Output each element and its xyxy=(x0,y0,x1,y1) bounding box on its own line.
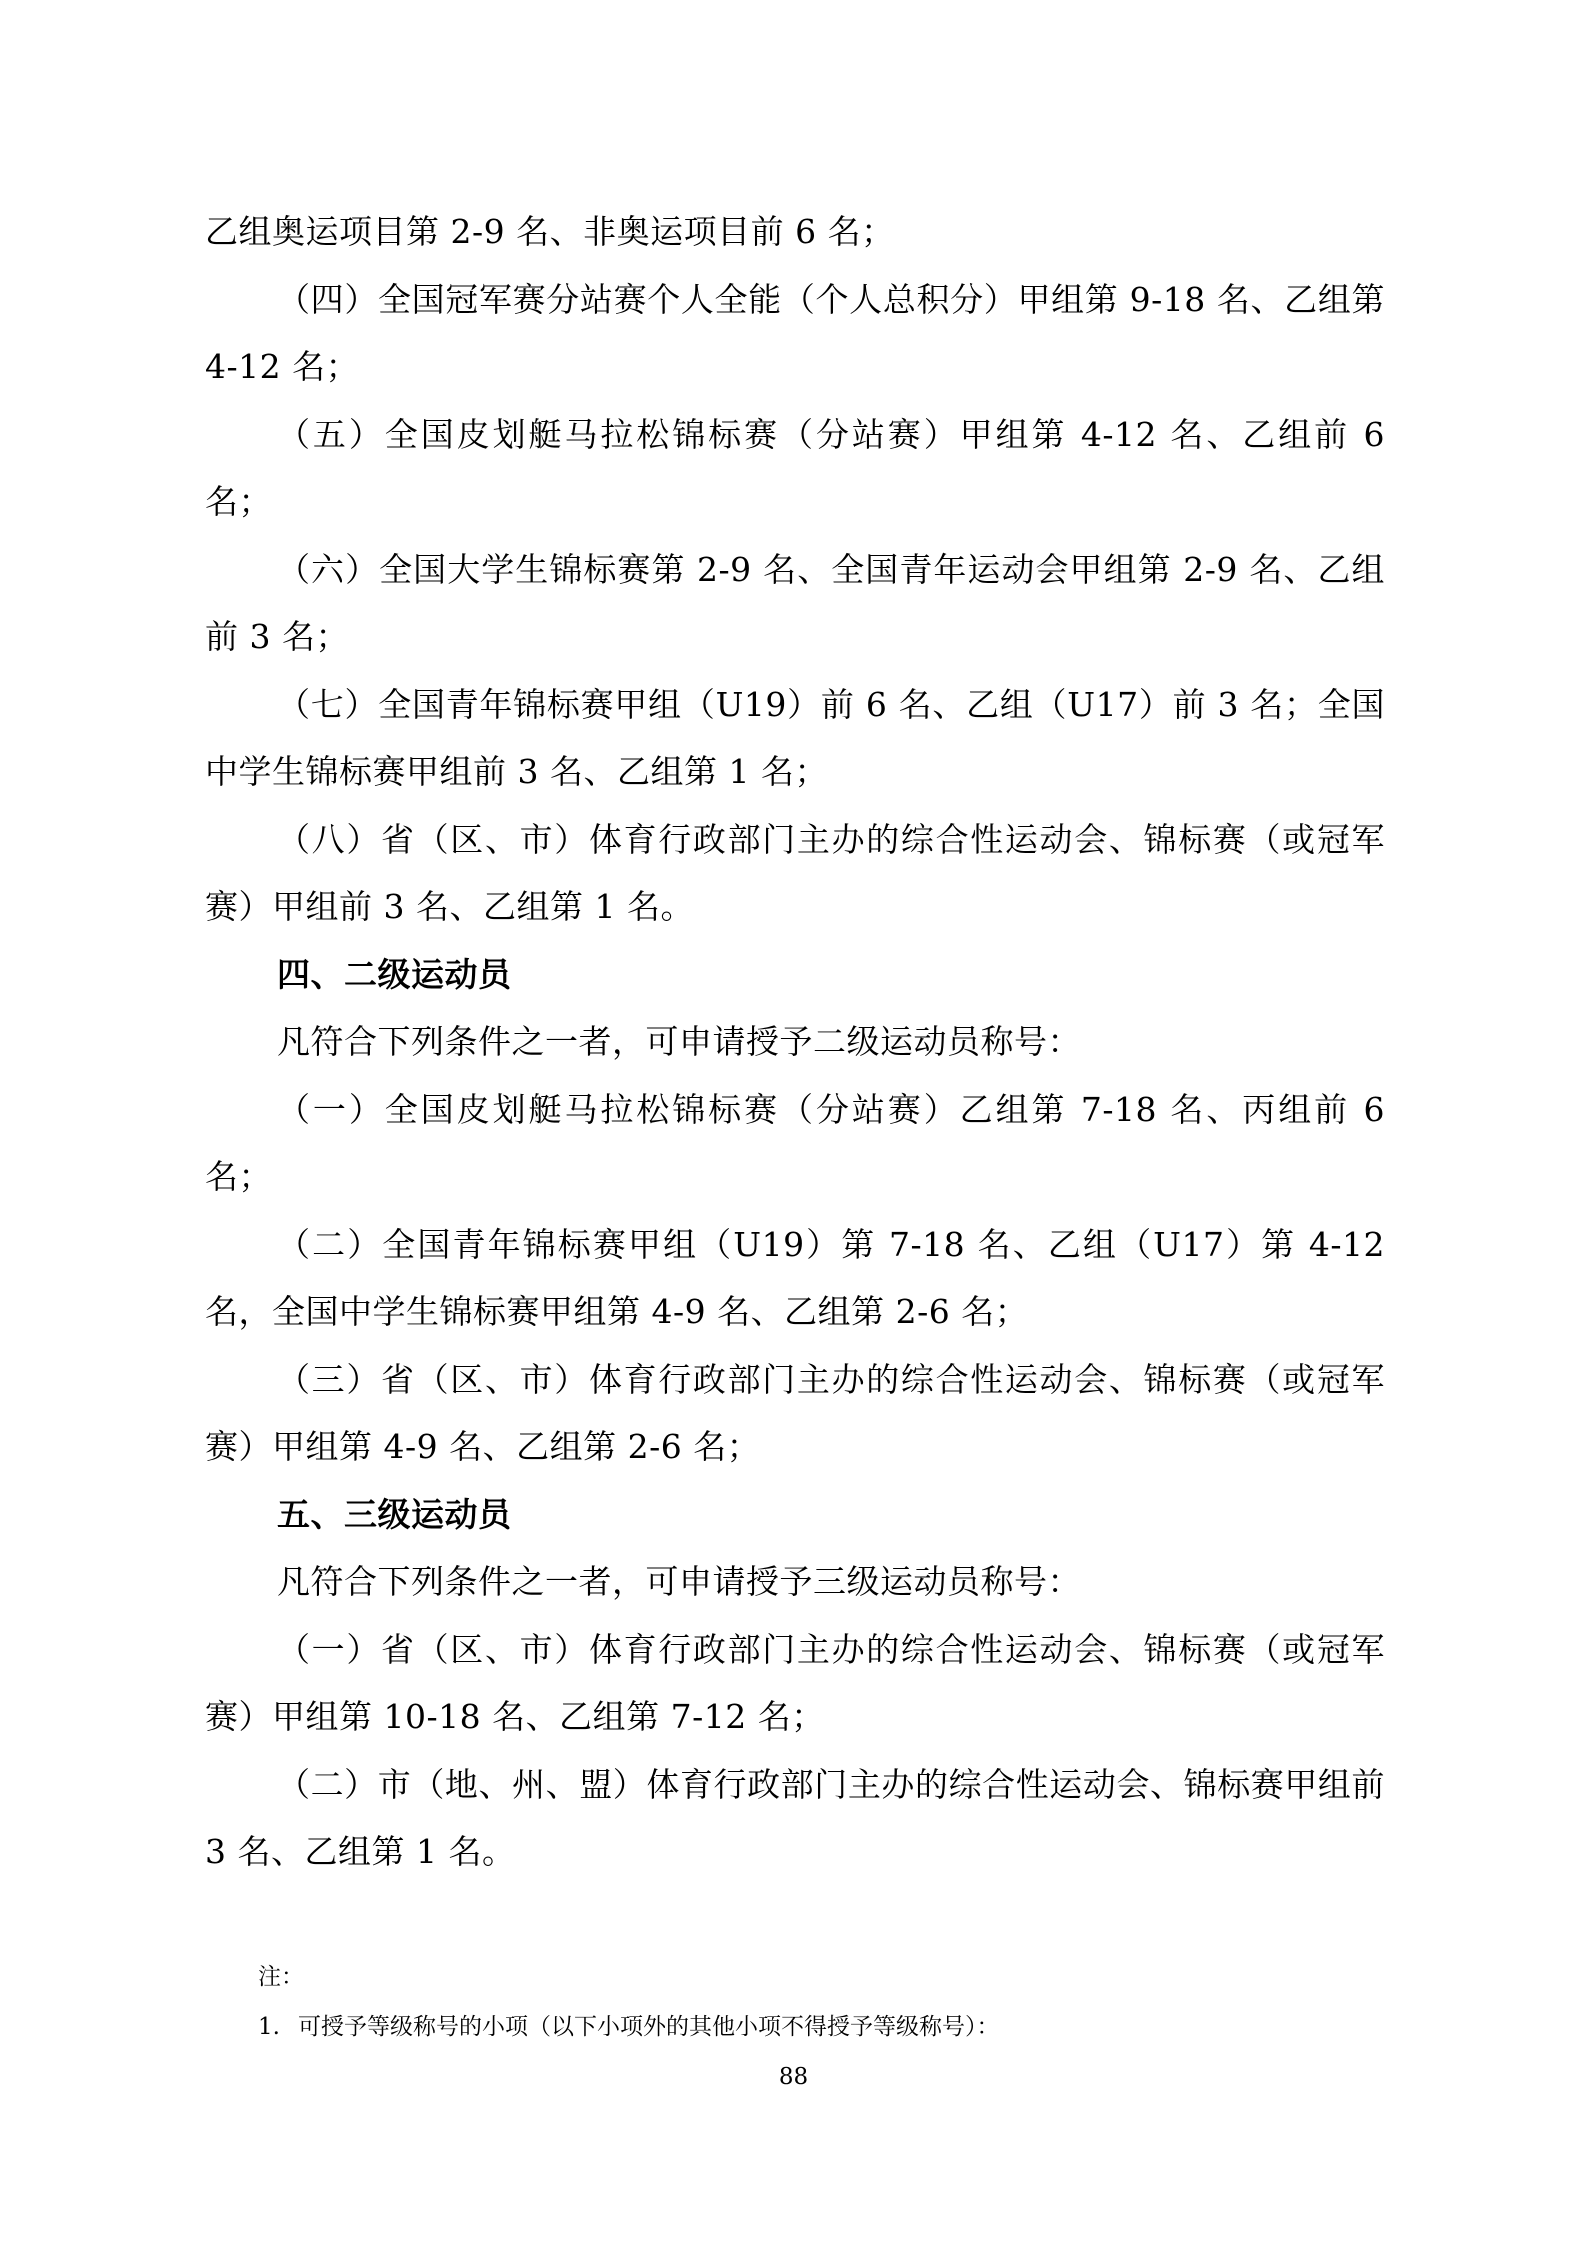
notes-label: 注： xyxy=(258,1964,304,1990)
paragraph-item-6: （六）全国大学生锦标赛第 2-9 名、全国青年运动会甲组第 2-9 名、乙组前 3 名； xyxy=(205,549,1385,656)
footnotes xyxy=(258,1952,1358,2052)
paragraph-third-level-item-2: （二）市（地、州、盟）体育行政部门主办的综合性运动会、锦标赛甲组前 3 名、乙组第 1 名。 xyxy=(205,1764,1385,1871)
paragraph-third-level-intro: 凡符合下列条件之一者，可申请授予三级运动员称号： xyxy=(277,1562,1081,1601)
note-item xyxy=(258,2002,1358,2052)
document-body xyxy=(205,198,1385,1886)
paragraph-second-level-item-3: （三）省（区、市）体育行政部门主办的综合性运动会、锦标赛（或冠军赛）甲组第 4-9 名、乙组第 2-6 名； xyxy=(205,1359,1385,1466)
paragraph-second-level-item-2: （二）全国青年锦标赛甲组（U19）第 7-18 名、乙组（U17）第 4-12 名，全国中学生锦标赛甲组第 4-9 名、乙组第 2-6 名； xyxy=(205,1224,1385,1331)
section-heading-second-level: 四、二级运动员 xyxy=(277,954,512,994)
paragraph-item-8: （八）省（区、市）体育行政部门主办的综合性运动会、锦标赛（或冠军赛）甲组前 3 名、乙组第 1 名。 xyxy=(205,819,1385,926)
paragraph-item-7: （七）全国青年锦标赛甲组（U19）前 6 名、乙组（U17）前 3 名；全国中学生锦标赛甲组前 3 名、乙组第 1 名； xyxy=(205,684,1385,791)
page-number: 88 xyxy=(778,2064,809,2090)
paragraph-second-level-intro: 凡符合下列条件之一者，可申请授予二级运动员称号： xyxy=(277,1022,1081,1061)
paragraph-continuation: 乙组奥运项目第 2-9 名、非奥运项目前 6 名； xyxy=(205,212,895,251)
paragraph-third-level-item-1: （一）省（区、市）体育行政部门主办的综合性运动会、锦标赛（或冠军赛）甲组第 10-18 名、乙组第 7-12 名； xyxy=(205,1629,1385,1736)
note-text: 可授予等级称号的小项（以下小项外的其他小项不得授予等级称号）： xyxy=(298,2014,1000,2040)
paragraph-item-4: （四）全国冠军赛分站赛个人全能（个人总积分）甲组第 9-18 名、乙组第 4-12 名； xyxy=(205,279,1385,386)
paragraph-item-5: （五）全国皮划艇马拉松锦标赛（分站赛）甲组第 4-12 名、乙组前 6 名； xyxy=(205,414,1385,521)
section-heading-third-level: 五、三级运动员 xyxy=(277,1494,512,1534)
note-number: 1. xyxy=(258,2014,280,2040)
paragraph-second-level-item-1: （一）全国皮划艇马拉松锦标赛（分站赛）乙组第 7-18 名、丙组前 6 名； xyxy=(205,1089,1385,1196)
